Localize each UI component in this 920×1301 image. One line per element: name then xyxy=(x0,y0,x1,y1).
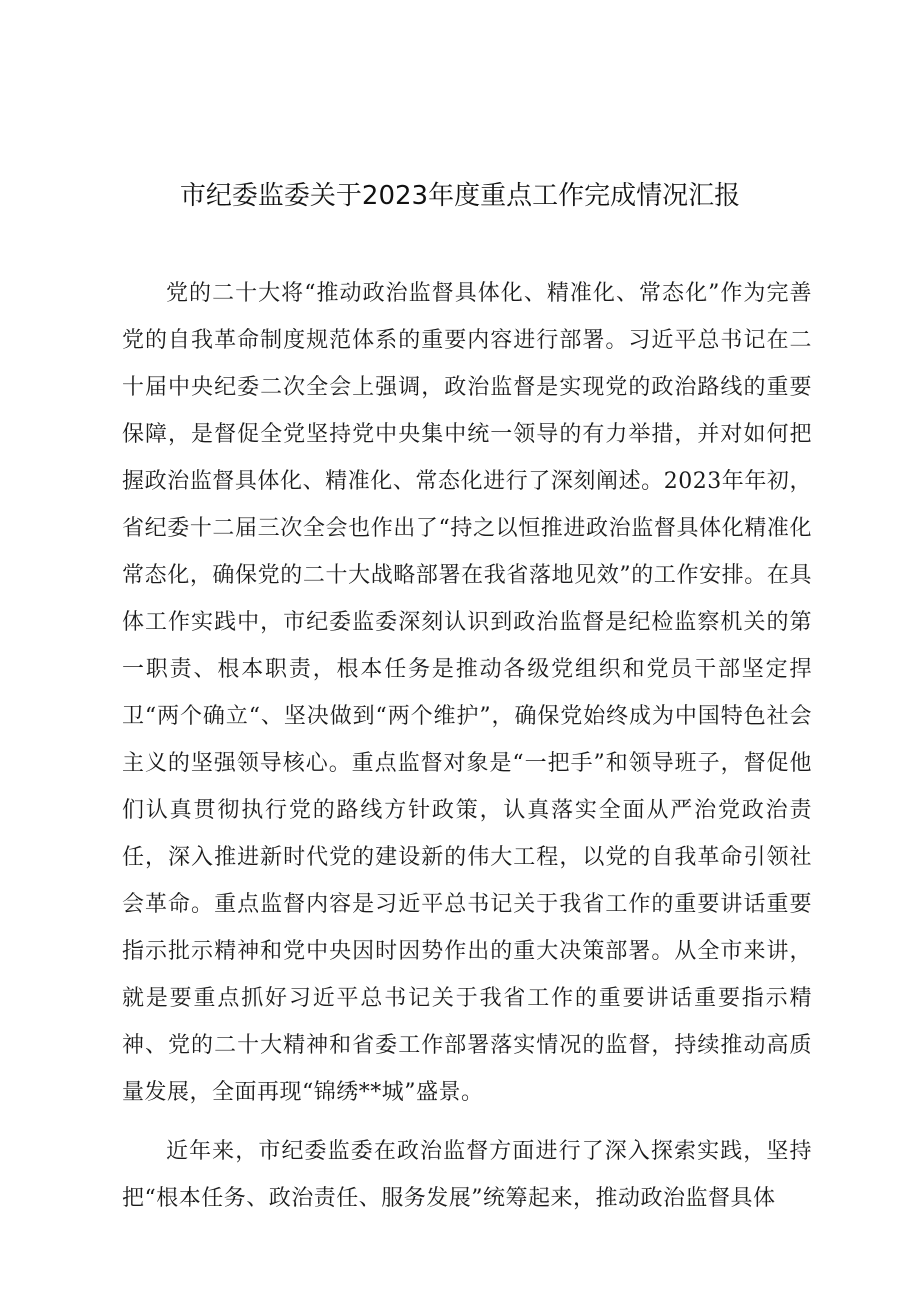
paragraph-2: 近年来，市纪委监委在政治监督方面进行了深入探索实践，坚持把“根本任务、政治责任、服务发展”统筹起来，推动政治监督具体 xyxy=(122,1139,812,1211)
document-body xyxy=(122,270,812,1234)
paragraph-1: 党的二十大将“推动政治监督具体化、精准化、常态化”作为完善党的自我革命制度规范体系的重要内容进行部署。习近平总书记在二十届中央纪委二次全会上强调，政治监督是实现党的政治路线的重要保障，是督促全党坚持党中央集中统一领导的有力举措，并对如何把握政治监督具体化、精准化、常态化进行了深刻阐述。2023年年初，省纪委十二届三次全会也作出了“持之以恒推进政治监督具体化精准化常态化，确保党的二十大战略部署在我省落地见效”的工作安排。在具体工作实践中，市纪委监委深刻认识到政治监督是纪检监察机关的第一职责、根本职责，根本任务是推动各级党组织和党员干部坚定捍卫“两个确立“、坚决做到“两个维护”，确保党始终成为中国特色社会主义的坚强领导核心。重点监督对象是“一把手”和领导班子，督促他们认真贯彻执行党的路线方针政策，认真落实全面从严治党政治责任，深入推进新时代党的建设新的伟大工程，以党的自我革命引领社会革命。重点监督内容是习近平总书记关于我省工作的重要讲话重要指示批示精神和党中央因时因势作出的重大决策部署。从全市来讲，就是要重点抓好习近平总书记关于我省工作的重要讲话重要指示精神、党的二十大精神和省委工作部署落实情况的监督，持续推动高质量发展，全面再现“锦绣**城”盛景。 xyxy=(122,281,812,1105)
document-title: 市纪委监委关于2023年度重点工作完成情况汇报 xyxy=(179,181,741,211)
